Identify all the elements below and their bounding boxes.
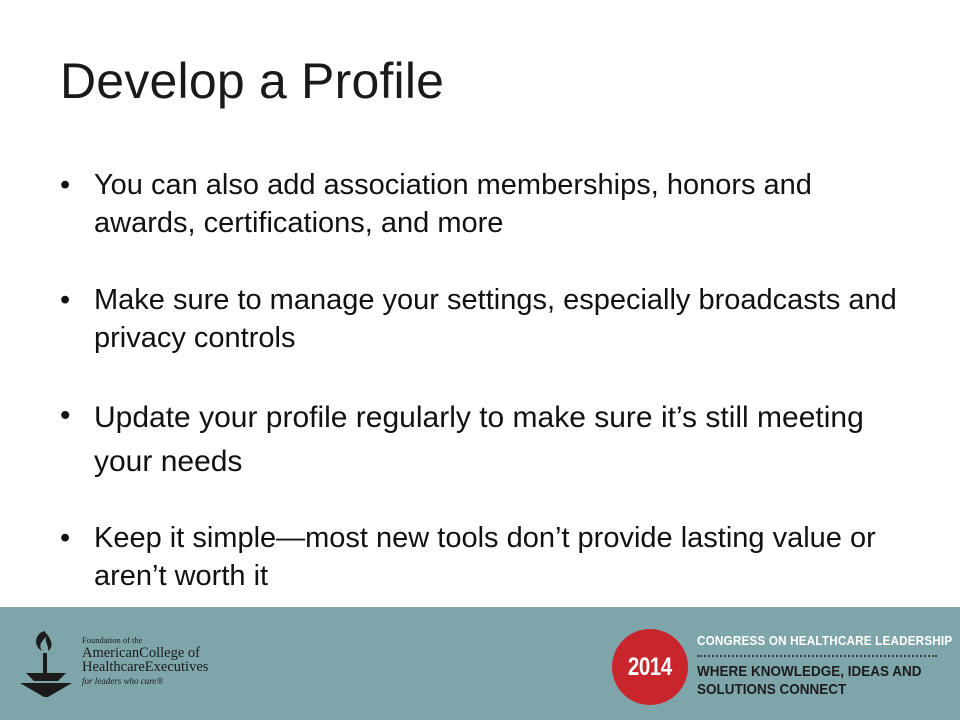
bullet-marker: • [60,522,71,554]
congress-tagline: WHERE KNOWLEDGE, IDEAS AND [697,663,922,680]
logo-wordmark [82,635,208,688]
logo-line: AmericanCollege of [82,645,200,661]
dotted-divider [697,655,937,657]
footer-band [0,607,960,720]
bullet-text: Update your profile regularly to make sure it’s still meeting your needs [94,401,864,478]
bullet-marker: • [60,399,71,432]
bullet-text: Keep it simple—most new tools don’t provide lasting value or aren’t worth it [94,522,876,592]
bullet-item [58,281,918,357]
congress-branding [697,633,953,699]
congress-tagline: SOLUTIONS CONNECT [697,681,847,698]
ache-foundation-logo [18,625,209,715]
bullet-list [58,166,918,595]
bullet-item [58,396,918,484]
congress-year-badge [612,629,688,705]
congress-year: 2014 [628,652,672,681]
bullet-item [58,166,918,242]
logo-line: HealthcareExecutives [82,659,209,675]
bullet-marker: • [60,284,71,316]
bullet-marker: • [60,169,71,201]
bullet-text: Make sure to manage your settings, especially broadcasts and privacy controls [94,284,897,354]
logo-line: Foundation of the [82,635,143,645]
bullet-text: You can also add association memberships, honors and awards, certifications, and more [94,169,812,239]
bullet-item [58,519,918,595]
lamp-icon [18,627,74,705]
slide-title: Develop a Profile [60,53,445,109]
congress-name: CONGRESS ON HEALTHCARE LEADERSHIP [697,633,953,648]
logo-tagline: for leaders who care® [82,676,164,686]
